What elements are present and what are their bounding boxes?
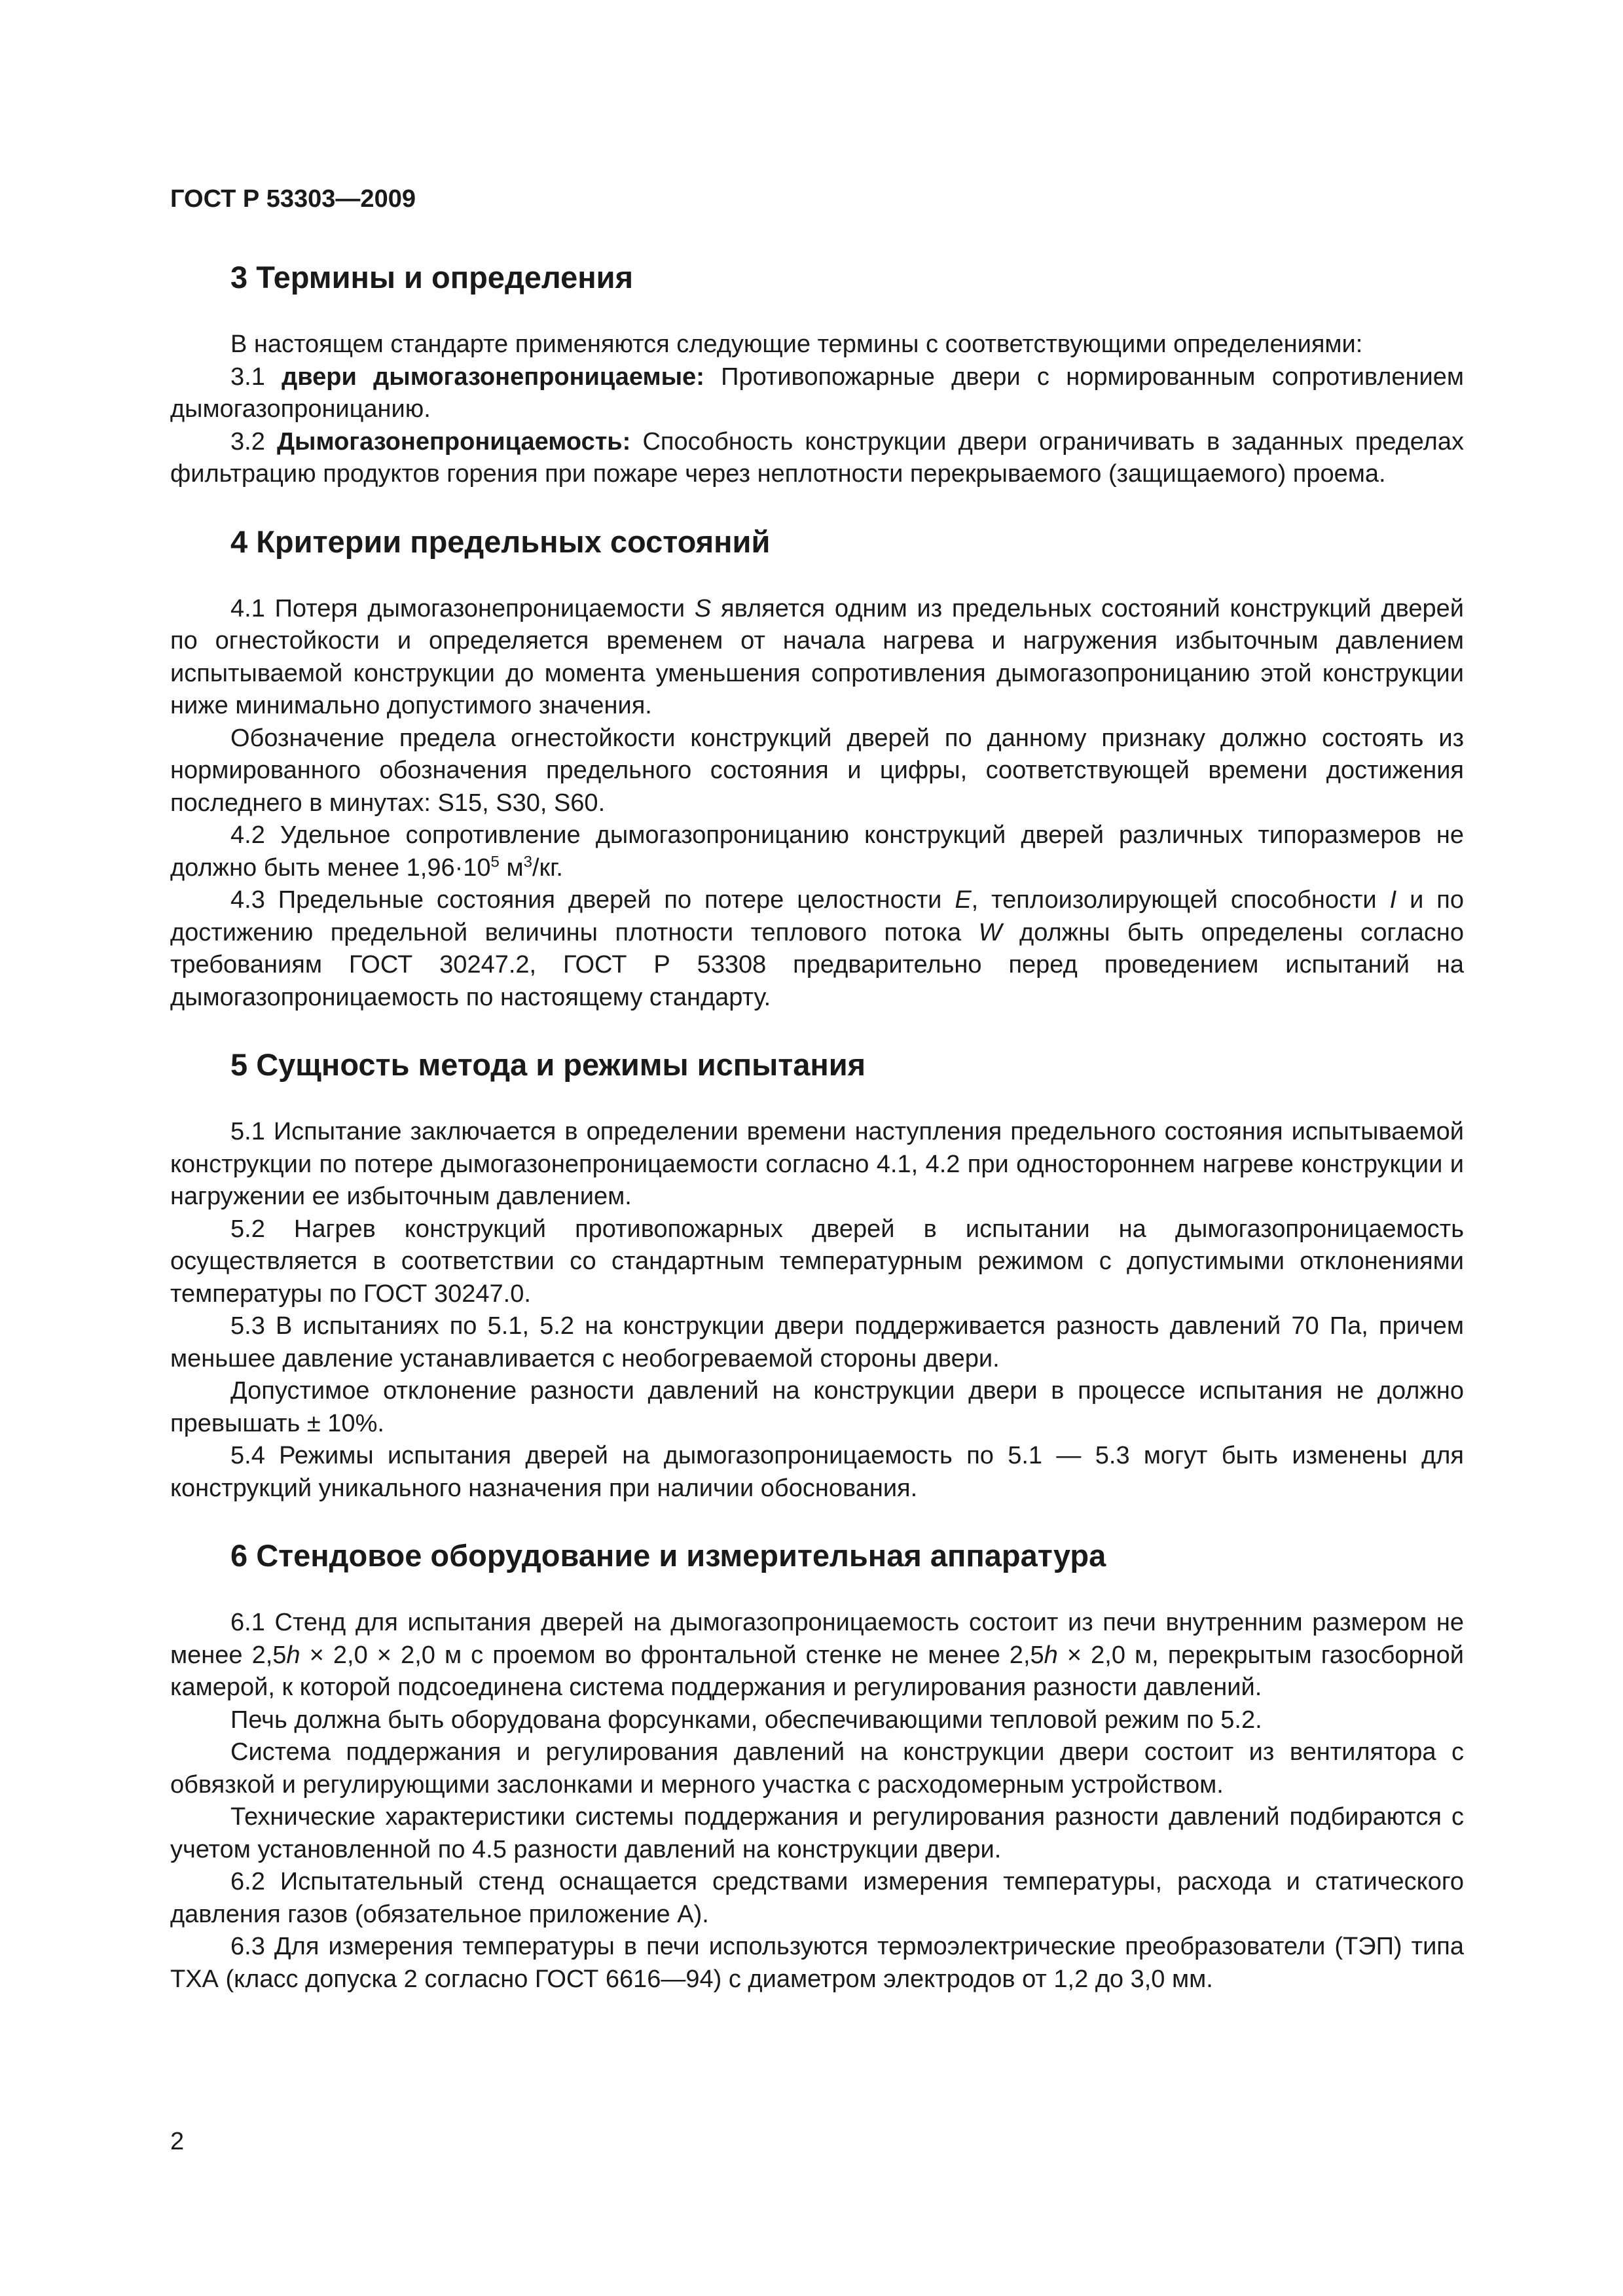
paragraph: Система поддержания и регулирования давлений на конструкции двери состоит из вентилятора с обвязкой и регулирующими заслонками и мерного участка с расходомерным устройством. xyxy=(170,1738,1464,1799)
term: Дымогазонепроницаемость: xyxy=(276,427,631,456)
paragraph: В настоящем стандарте применяются следующие термины с соответствующими определениями: xyxy=(230,331,1363,358)
page-number: 2 xyxy=(170,2128,185,2155)
section-title: 3 Термины и определения xyxy=(230,260,633,295)
section-4 xyxy=(170,522,1464,1014)
section-6 xyxy=(170,1536,1464,1996)
paragraph: 3.2 Дымогазонепроницаемость: Способность конструкции двери ограничивать в заданных пределах фильтрацию продуктов горения при пожаре через неплотности перекрываемого (защищаемого) проема. xyxy=(170,427,1464,488)
paragraph: 4.2 Удельное сопротивление дымогазопроницанию конструкций дверей различных типоразмеров не должно быть менее $1,96\cdot 10^5$ $м^3/кг$. xyxy=(170,821,1464,882)
section-5 xyxy=(170,1045,1464,1505)
paragraph: 5.2 Нагрев конструкций противопожарных дверей в испытании на дымогазопроницаемость осуществляется в соответствии со стандартным температурным режимом с допустимыми отклонениями температуры по ГОСТ 30247.0. xyxy=(170,1215,1464,1308)
paragraph: 6.2 Испытательный стенд оснащается средствами измерения температуры, расхода и статического давления газов (обязательное приложение А). xyxy=(170,1868,1464,1928)
paragraph: 3.1 двери дымогазонепроницаемые: Противопожарные двери с нормированным сопротивлением дымогазопроницанию. xyxy=(170,363,1465,423)
paragraph: Обозначение предела огнестойкости конструкций дверей по данному признаку должно состоять из нормированного обозначения предельного состояния и цифры, соответствующей времени достижения последнего в минутах: S15, S30, S60. xyxy=(170,724,1464,817)
paragraph: 6.1 Стенд для испытания дверей на дымогазопроницаемость состоит из печи внутренним размером не менее 2,5h × 2,0 × 2,0 м с проемом во фронтальной стенке не менее 2,5h × 2,0 м, перекрытым газосборной камерой, к которой подсоединена система поддержания и регулирования разности давлений. xyxy=(170,1609,1464,1701)
paragraph: 6.3 Для измерения температуры в печи используются термоэлектрические преобразователи (ТЭП) типа ТХА (класс допуска 2 согласно ГОСТ 6616—94) с диаметром электродов от 1,2 до 3,0 мм. xyxy=(170,1933,1464,1993)
paragraph: Допустимое отклонение разности давлений на конструкции двери в процессе испытания не должно превышать ± 10%. xyxy=(170,1377,1464,1437)
term: двери дымогазонепроницаемые: xyxy=(282,363,704,391)
document-code: ГОСТ Р 53303—2009 xyxy=(170,185,416,213)
paragraph: Печь должна быть оборудована форсунками, обеспечивающими тепловой режим по 5.2. xyxy=(230,1706,1262,1734)
paragraph: 5.4 Режимы испытания дверей на дымогазопроницаемость по 5.1 — 5.3 могут быть изменены для конструкций уникального назначения при наличии обоснования. xyxy=(170,1442,1464,1502)
section-title: 5 Сущность метода и режимы испытания xyxy=(230,1047,866,1082)
paragraph: Технические характеристики системы поддержания и регулирования разности давлений подбираются с учетом установленной по 4.5 разности давлений на конструкции двери. xyxy=(170,1803,1464,1863)
paragraph: 5.1 Испытание заключается в определении времени наступления предельного состояния испытываемой конструкции по потере дымогазонепроницаемости согласно 4.1, 4.2 при одностороннем нагреве конструкции и нагружении ее избыточным давлением. xyxy=(170,1118,1464,1210)
section-title: 6 Стендовое оборудование и измерительная аппаратура xyxy=(230,1538,1106,1573)
paragraph: 4.1 Потеря дымогазонепроницаемости S является одним из предельных состояний конструкций дверей по огнестойкости и определяется временем от начала нагрева и нагружения избыточным давлением испытываемой конструкции до момента уменьшения сопротивления дымогазопроницанию этой конструкции ниже минимально допустимого значения. xyxy=(170,594,1464,719)
document-page xyxy=(170,183,1464,2027)
section-3 xyxy=(170,258,1464,491)
paragraph: 5.3 В испытаниях по 5.1, 5.2 на конструкции двери поддерживается разность давлений 70 Па, причем меньшее давление устанавливается с необогреваемой стороны двери. xyxy=(170,1312,1464,1372)
section-title: 4 Критерии предельных состояний xyxy=(230,524,771,559)
paragraph: 4.3 Предельные состояния дверей по потере целостности E, теплоизолирующей способности I и по достижению предельной величины плотности теплового потока W должны быть определены согласно требованиям ГОСТ 30247.2, ГОСТ Р 53308 предварительно перед проведением испытаний на дымогазопроницаемость по настоящему стандарту. xyxy=(170,886,1465,1011)
